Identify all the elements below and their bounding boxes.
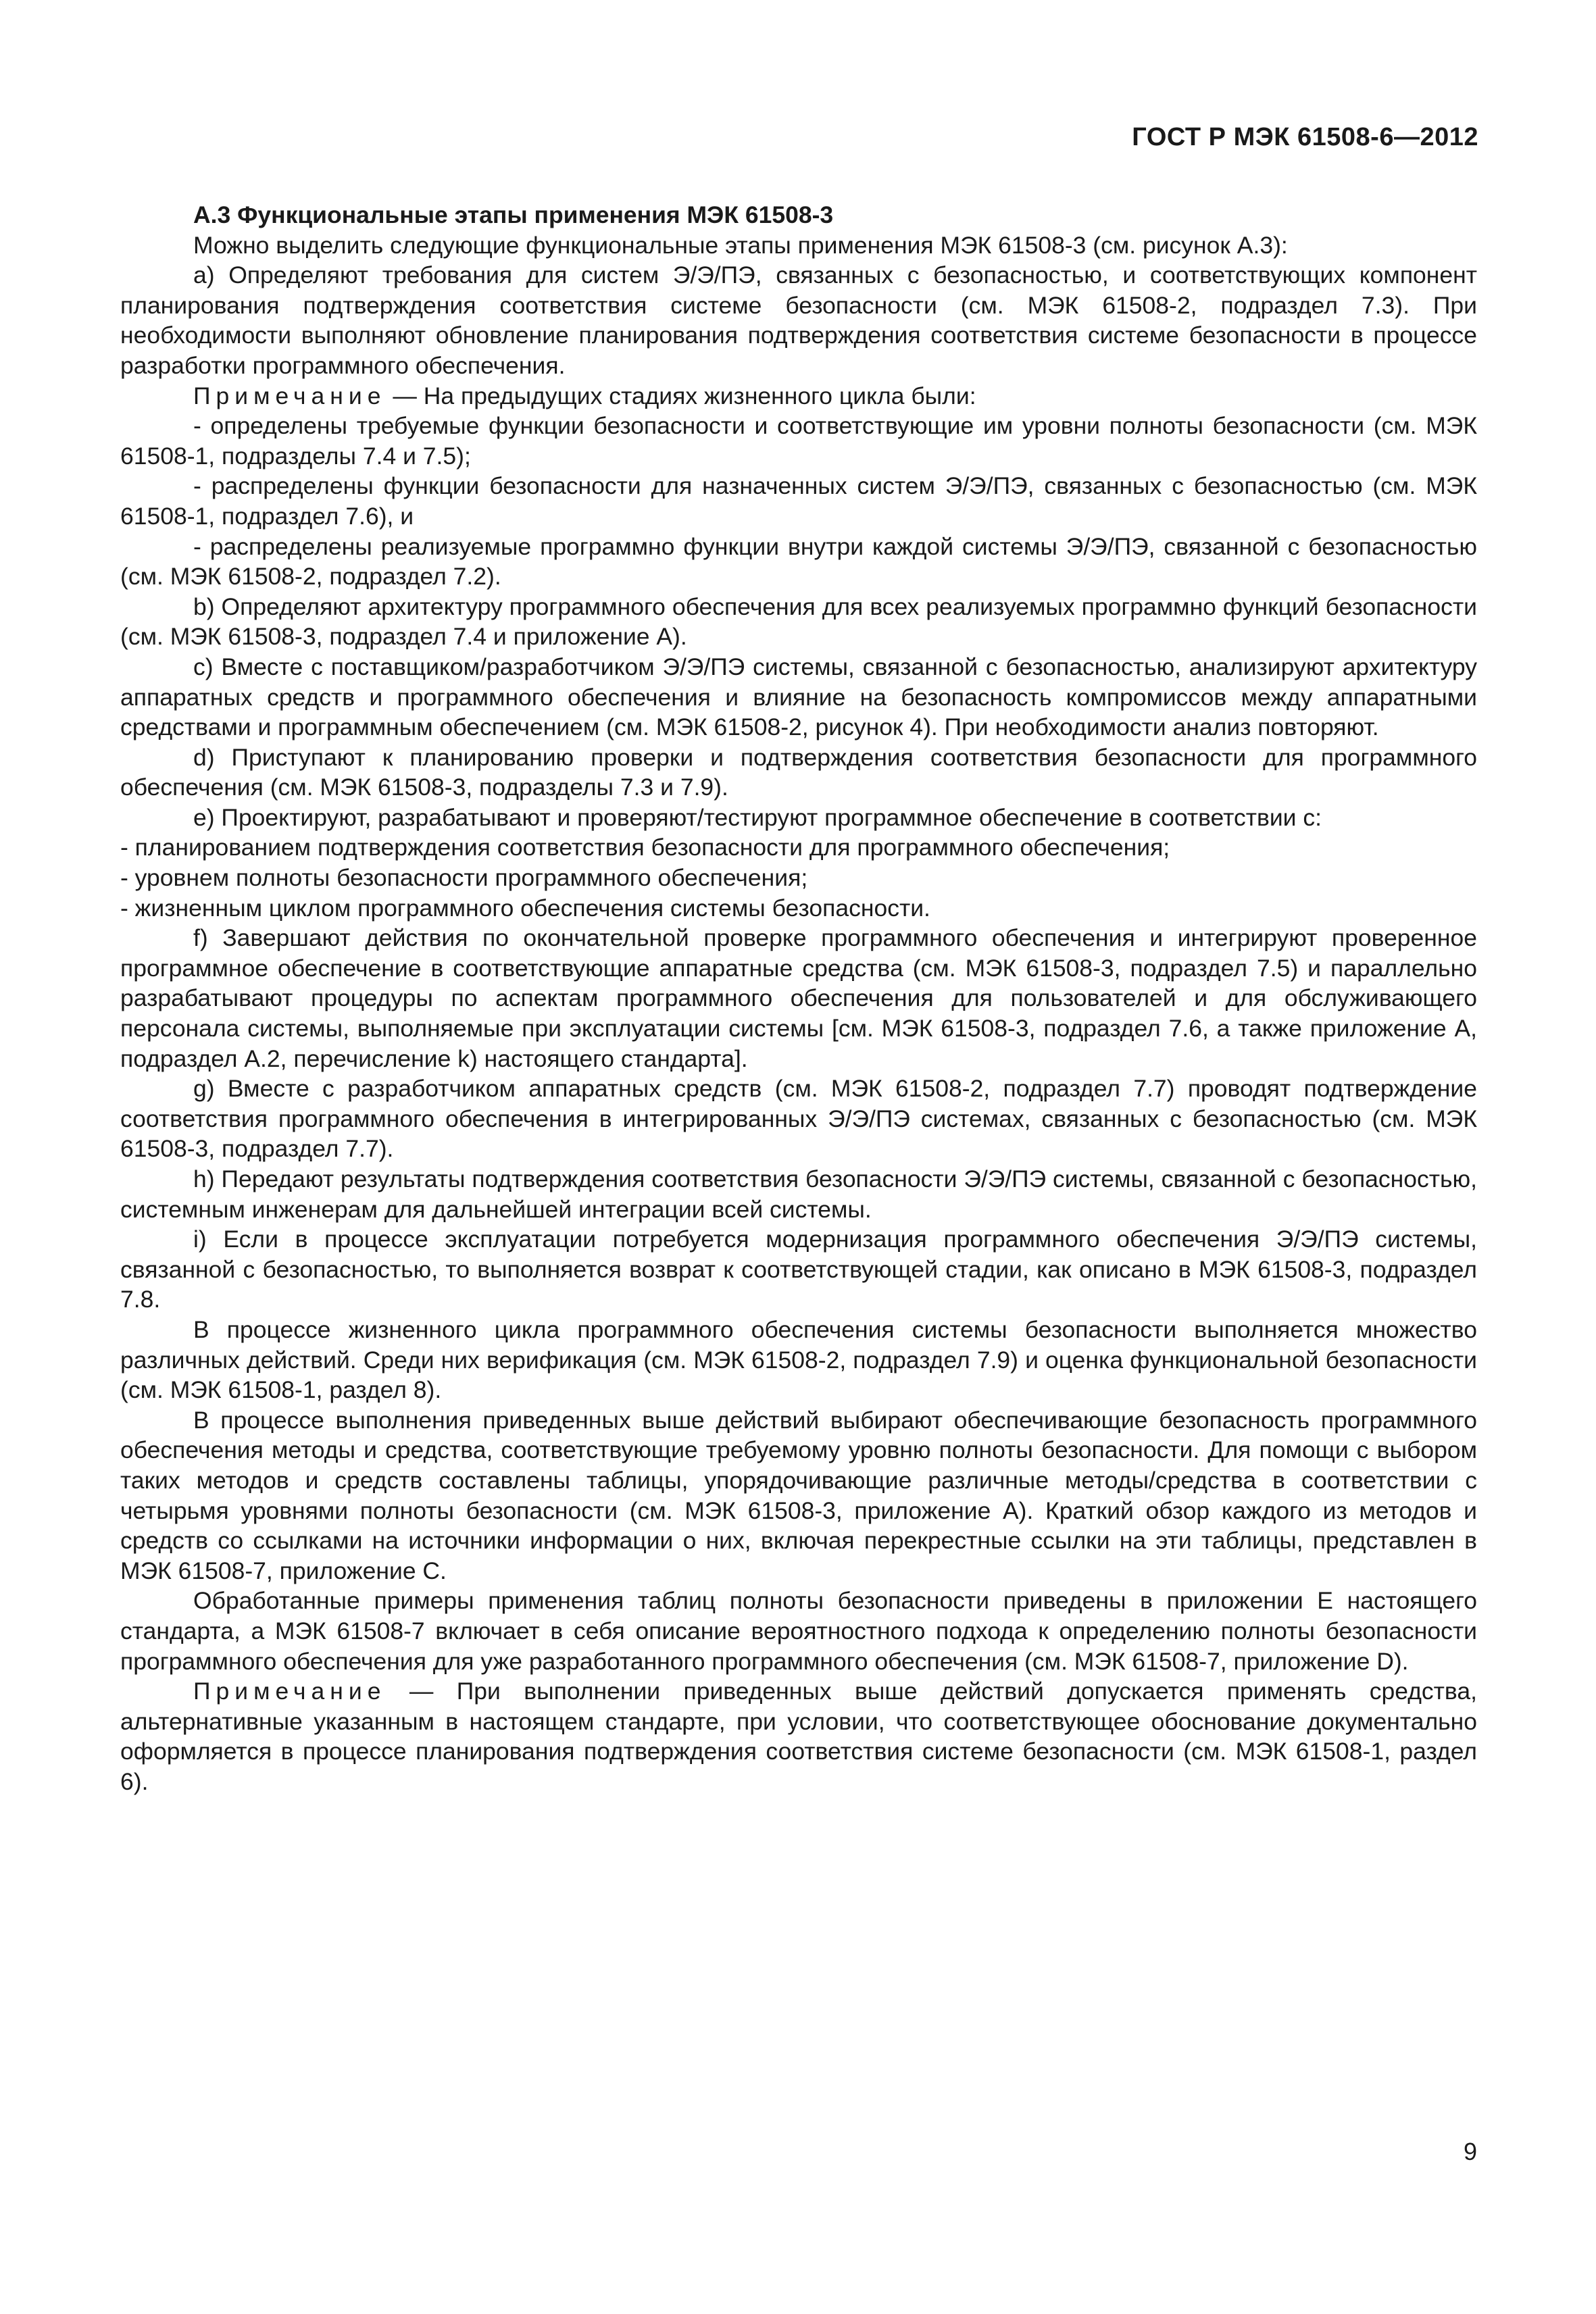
list-item-e-2: - уровнем полноты безопасности программного обеспечения; bbox=[120, 864, 808, 892]
paragraph-i: i) Если в процессе эксплуатации потребуется модернизация программного обеспечения Э/Э/ПЭ системы, связанной с безопасностью, то выполняется возврат к соответствующей стадии, как описано в МЭК 61508-3, подраздел 7.8. bbox=[120, 1226, 1477, 1313]
paragraph-lifecycle: В процессе жизненного цикла программного обеспечения системы безопасности выполняется множество различных действий. Среди них верификация (см. МЭК 61508-2, подраздел 7.9) и оценка функциональной безопасности (см. МЭК 61508-1, раздел 8). bbox=[120, 1315, 1477, 1404]
paragraph-h: h) Передают результаты подтверждения соответствия безопасности Э/Э/ПЭ системы, связанной с безопасностью, системным инженерам для дальнейшей интеграции всей системы. bbox=[120, 1165, 1477, 1223]
note-2-text: — При выполнении приведенных выше действий допускается применять средства, альтернативные указанным в настоящем стандарте, при условии, что соответствующее обоснование документально оформляется в процессе планирования подтверждения соответствия системе безопасности (см. МЭК 61508-1, раздел 6). bbox=[120, 1678, 1477, 1795]
paragraph-e: e) Проектируют, разрабатывают и проверяют/тестируют программное обеспечение в соответствии с: bbox=[193, 803, 1322, 831]
note-label: Примечание bbox=[193, 1678, 386, 1705]
paragraph-g: g) Вместе с разработчиком аппаратных средств (см. МЭК 61508-2, подраздел 7.7) проводят подтверждение соответствия программного обеспечения в интегрированных Э/Э/ПЭ системах, связанных с безопасностью (см. МЭК 61508-3, подраздел 7.7). bbox=[120, 1075, 1477, 1163]
paragraph-d: d) Приступают к планированию проверки и подтверждения соответствия безопасности для программного обеспечения (см. МЭК 61508-3, подразделы 7.3 и 7.9). bbox=[120, 743, 1477, 801]
page-number: 9 bbox=[1463, 2138, 1477, 2165]
note-label: Примечание bbox=[193, 382, 386, 409]
list-item-note-2: - распределены функции безопасности для назначенных систем Э/Э/ПЭ, связанных с безопасностью (см. МЭК 61508-1, подраздел 7.6), и bbox=[120, 472, 1477, 530]
paragraph-c: c) Вместе с поставщиком/разработчиком Э/Э/ПЭ системы, связанной с безопасностью, анализируют архитектуру аппаратных средств и программного обеспечения и влияние на безопасность компромиссов между аппаратными средствами и программным обеспечением (см. МЭК 61508-2, рисунок 4). При необходимости анализ повторяют. bbox=[120, 653, 1477, 741]
paragraph-f: f) Завершают действия по окончательной проверке программного обеспечения и интегрируют проверенное программное обеспечение в соответствующие аппаратные средства (см. МЭК 61508-3, подраздел 7.5) и параллельно разрабатывают процедуры по аспектам программного обеспечения для пользователей и для обслуживающего персонала системы, выполняемые при эксплуатации системы [см. МЭК 61508-3, подраздел 7.6, а также приложение А, подраздел А.2, перечисление k) настоящего стандарта]. bbox=[120, 924, 1477, 1072]
document-body bbox=[120, 200, 1477, 1796]
paragraph-examples: Обработанные примеры применения таблиц полноты безопасности приведены в приложении Е настоящего стандарта, а МЭК 61508-7 включает в себя описание вероятностного подхода к определению полноты безопасности программного обеспечения для уже разработанного программного обеспечения (см. МЭК 61508-7, приложение D). bbox=[120, 1587, 1477, 1675]
paragraph-intro: Можно выделить следующие функциональные этапы применения МЭК 61508-3 (см. рисунок А.3): bbox=[193, 231, 1288, 259]
document-header: ГОСТ Р МЭК 61508-6—2012 bbox=[1132, 123, 1478, 151]
paragraph-methods: В процессе выполнения приведенных выше действий выбирают обеспечивающие безопасность программного обеспечения методы и средства, соответствующие требуемому уровню полноты безопасности. Для помощи с выбором таких методов и средств составлены таблицы, упорядочивающие различные методы/средства в соответствии с четырьмя уровнями полноты безопасности (см. МЭК 61508-3, приложение А). Краткий обзор каждого из методов и средств со ссылками на источники информации о них, включая перекрестные ссылки на эти таблицы, представлен в МЭК 61508-7, приложение С. bbox=[120, 1406, 1477, 1584]
paragraph-a: a) Определяют требования для систем Э/Э/ПЭ, связанных с безопасностью, и соответствующих компонент планирования подтверждения соответствия системе безопасности (см. МЭК 61508-2, подраздел 7.3). При необходимости выполняют обновление планирования подтверждения соответствия системе безопасности в процессе разработки программного обеспечения. bbox=[120, 261, 1477, 379]
note-1 bbox=[120, 381, 1477, 411]
list-item-e-1: - планированием подтверждения соответствия безопасности для программного обеспечения; bbox=[120, 834, 1170, 861]
note-1-text: — На предыдущих стадиях жизненного цикла были: bbox=[393, 382, 976, 409]
paragraph-b: b) Определяют архитектуру программного обеспечения для всех реализуемых программно функций безопасности (см. МЭК 61508-3, подраздел 7.4 и приложение А). bbox=[120, 593, 1477, 651]
section-title: А.3 Функциональные этапы применения МЭК 61508-3 bbox=[193, 201, 834, 228]
list-item-e-3: - жизненным циклом программного обеспечения системы безопасности. bbox=[120, 894, 930, 922]
list-item-note-3: - распределены реализуемые программно функции внутри каждой системы Э/Э/ПЭ, связанной с безопасностью (см. МЭК 61508-2, подраздел 7.2). bbox=[120, 532, 1477, 590]
list-item-note-1: - определены требуемые функции безопасности и соответствующие им уровни полноты безопасности (см. МЭК 61508-1, подразделы 7.4 и 7.5); bbox=[120, 412, 1477, 470]
note-2 bbox=[120, 1676, 1477, 1796]
